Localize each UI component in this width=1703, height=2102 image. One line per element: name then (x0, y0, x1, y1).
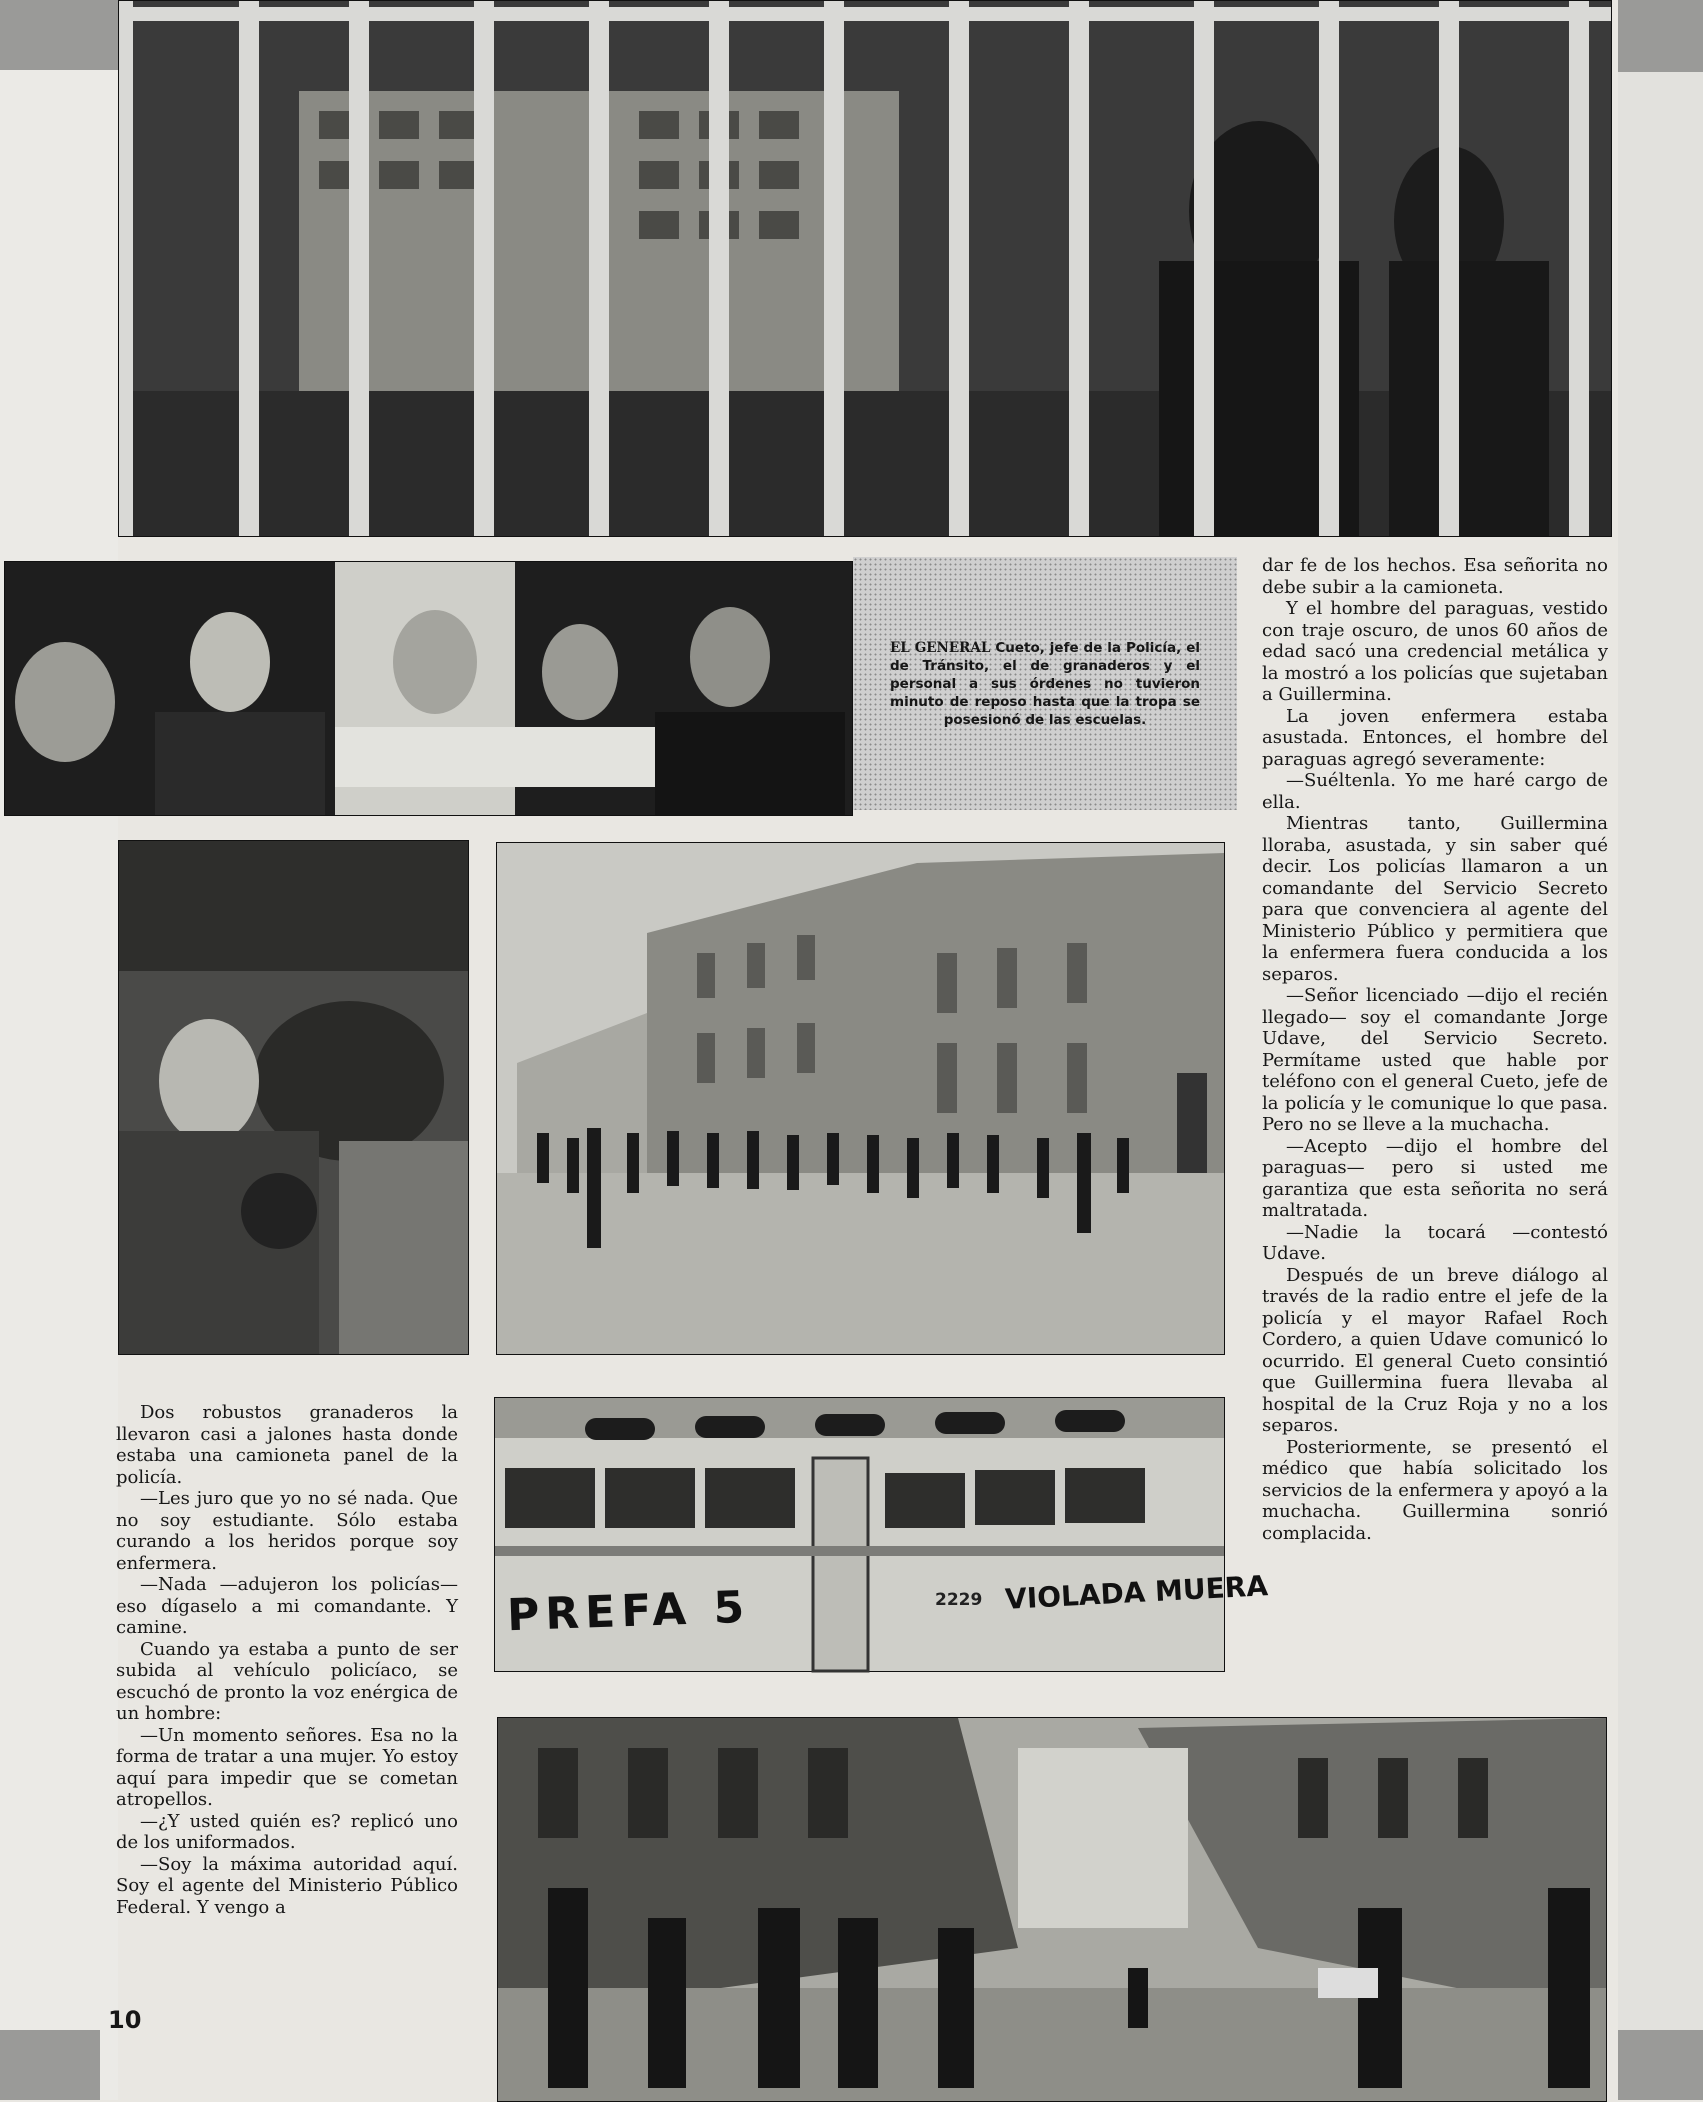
paragraph: —¿Y usted quién es? replicó uno de los uniformados. (116, 1810, 458, 1853)
paragraph: dar fe de los hechos. Esa señorita no debe subir a la camioneta. (1262, 555, 1608, 598)
photo-soldiers-guarding-street (497, 1717, 1607, 2102)
photo-caption-box (853, 557, 1237, 810)
page-left-margin (0, 0, 118, 2100)
page-number: 10 (108, 2006, 142, 2034)
photo-soldiers-behind-fence (118, 0, 1612, 537)
paragraph: Cuando ya estaba a punto de ser subida al vehículo policíaco, se escuchó de pronto la voz enérgica de un hombre: (116, 1638, 458, 1724)
paragraph: Posteriormente, se presentó el médico que había solicitado los servicios de la enfermera y apoyó a la muchacha. Guillermina sonrió complacida. (1262, 1436, 1608, 1544)
paragraph: —Soy la máxima autoridad aquí. Soy el agente del Ministerio Público Federal. Y vengo a (116, 1853, 458, 1918)
photo-officials-meeting (4, 561, 853, 816)
paragraph: —Nadie la tocará —contestó Udave. (1262, 1221, 1608, 1264)
tram-graffiti-right: VIOLADA MUERA (1004, 1569, 1269, 1616)
paragraph: —Les juro que yo no sé nada. Que no soy estudiante. Sólo estaba curando a los heridos porque soy enfermera. (116, 1488, 458, 1574)
photo-caption (890, 639, 1200, 729)
corner-tab-top-left (0, 0, 118, 70)
photo-troops-running-street (496, 842, 1225, 1355)
article-left-column (116, 1402, 458, 1918)
paragraph: Dos robustos granaderos la llevaron casi a jalones hasta donde estaba una camioneta panel de la policía. (116, 1402, 458, 1488)
caption-lead: EL GENERAL (890, 639, 991, 656)
paragraph: —Nada —adujeron los policías— eso dígaselo a mi comandante. Y camine. (116, 1574, 458, 1638)
tram-number: 2229 (935, 1590, 983, 1610)
paragraph: La joven enfermera estaba asustada. Entonces, el hombre del paraguas agregó severamente: (1262, 705, 1608, 770)
page-right-margin (1618, 0, 1703, 2100)
paragraph: Mientras tanto, Guillermina lloraba, asustada, y sin saber qué decir. Los policías llamaron a un comandante del Servicio Secreto para que convenciera al agente del Ministerio Público y permitiera que la enfermera fuera conducida a los separos. (1262, 813, 1608, 985)
corner-tab-bottom-left (0, 2030, 100, 2100)
caption-body: Cueto, jefe de la Policía, el de Tránsito, el de granaderos y el personal a sus órdenes no tuvieron minuto de reposo hasta que la tropa se posesionó de las escuelas. (890, 639, 1200, 728)
photo-tram-graffiti (494, 1397, 1269, 1672)
photo-man-with-helmet (118, 840, 469, 1355)
article-right-column (1262, 555, 1608, 1544)
paragraph: —Suéltenla. Yo me haré cargo de ella. (1262, 770, 1608, 813)
paragraph: —Acepto —dijo el hombre del paraguas— pero si usted me garantiza que esta señorita no será maltratada. (1262, 1135, 1608, 1221)
paragraph: —Un momento señores. Esa no la forma de tratar a una mujer. Yo estoy aquí para impedir que se cometan atropellos. (116, 1724, 458, 1810)
corner-tab-top-right (1618, 0, 1703, 72)
corner-tab-bottom-right (1618, 2030, 1703, 2100)
tram-graffiti-left: PREFA 5 (506, 1581, 752, 1642)
paragraph: Después de un breve diálogo al través de la radio entre el jefe de la policía y el mayor Rafael Roch Cordero, a quien Udave comunicó lo ocurrido. El general Cueto consintió que Guillermina fuera llevaba al hospital de la Cruz Roja y no a los separos. (1262, 1264, 1608, 1436)
paragraph: Y el hombre del paraguas, vestido con traje oscuro, de unos 60 años de edad sacó una credencial metálica y la mostró a los policías que sujetaban a Guillermina. (1262, 598, 1608, 705)
paragraph: —Señor licenciado —dijo el recién llegado— soy el comandante Jorge Udave, del Servicio Secreto. Permítame usted que hable por teléfono con el general Cueto, jefe de la policía y le comunique lo que pasa. Pero no se lleve a la muchacha. (1262, 985, 1608, 1135)
